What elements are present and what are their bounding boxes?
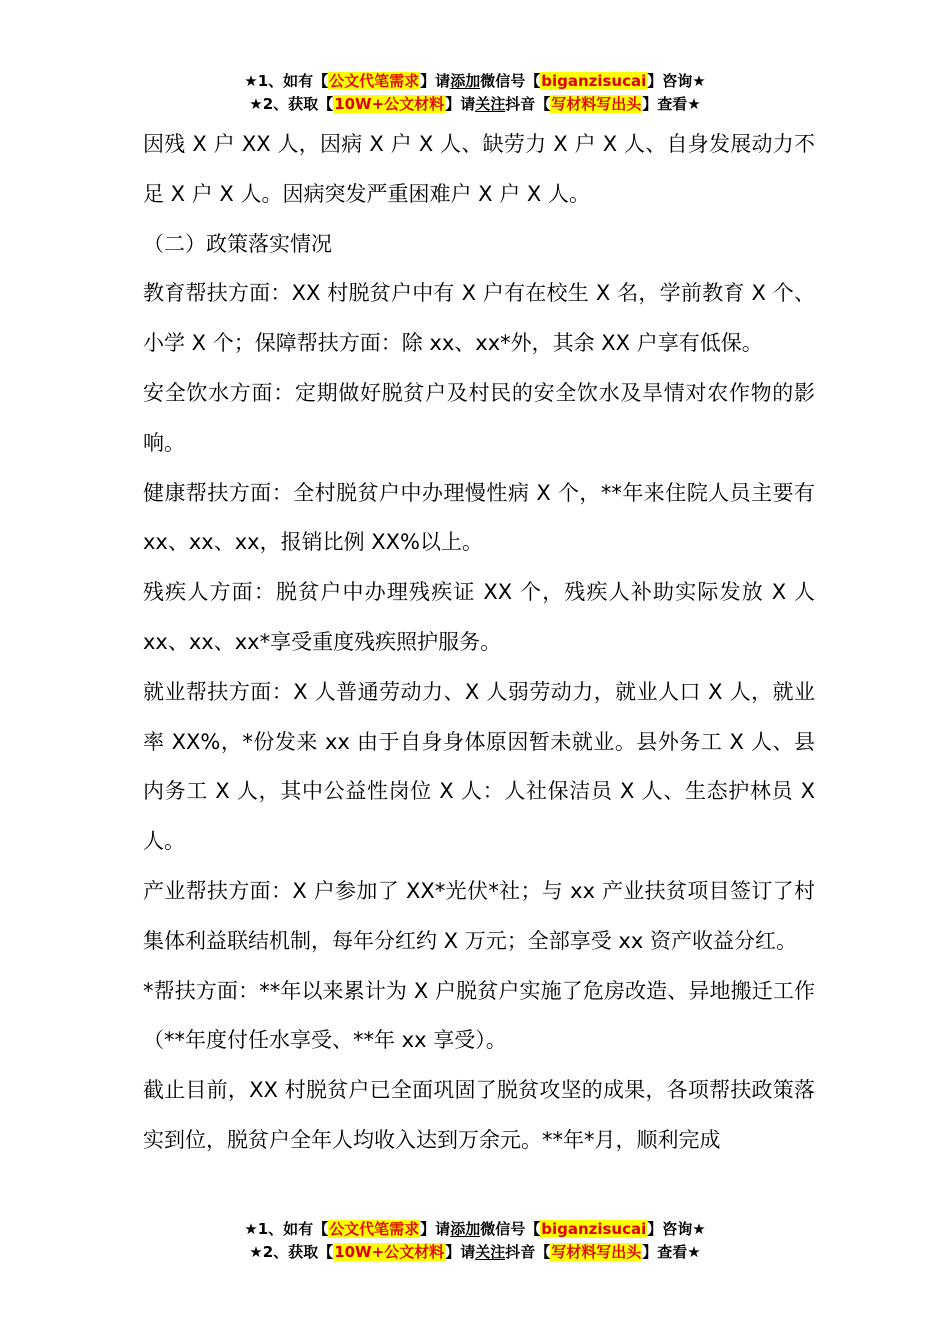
paragraph: 就业帮扶方面：X 人普通劳动力、X 人弱劳动力，就业人口 X 人，就业率 XX%，*份发来 xx 由于自身身体原因暂未就业。县外务工 X 人、县内务工 X 人，其中公益性岗位 X 人：人社保洁员 X 人、生态护林员 X 人。 bbox=[143, 679, 815, 854]
banner-line-1: ★1、如有【公文代笔需求】请添加微信号【biganzisucai】咨询★ bbox=[244, 1220, 706, 1238]
paragraph: 安全饮水方面：定期做好脱贫户及村民的安全饮水及旱情对农作物的影响。 bbox=[143, 380, 815, 455]
highlight-service: 公文代笔需求 bbox=[329, 72, 420, 90]
paragraph: 残疾人方面：脱贫户中办理残疾证 XX 个，残疾人补助实际发放 X 人 xx、xx、xx*享受重度残疾照护服务。 bbox=[143, 580, 815, 654]
document-body bbox=[143, 120, 815, 1166]
paragraph: 教育帮扶方面：XX 村脱贫户中有 X 户有在校生 X 名，学前教育 X 个、小学 X 个；保障帮扶方面：除 xx、xx*外，其余 XX 户享有低保。 bbox=[143, 281, 815, 356]
underlined-follow: 关注 bbox=[475, 1243, 506, 1261]
underlined-add: 添加 bbox=[450, 1220, 481, 1238]
banner-line-1: ★1、如有【公文代笔需求】请添加微信号【biganzisucai】咨询★ bbox=[244, 72, 706, 90]
highlight-wechat-id: biganzisucai bbox=[541, 1220, 647, 1238]
highlight-materials: 10W+公文材料 bbox=[334, 1243, 445, 1261]
banner-line-2: ★2、获取【10W+公文材料】请关注抖音【写材料写出头】查看★ bbox=[249, 95, 701, 113]
highlight-douyin: 写材料写出头 bbox=[551, 1243, 642, 1261]
top-banner bbox=[0, 70, 950, 116]
bottom-banner bbox=[0, 1218, 950, 1264]
banner-line-2: ★2、获取【10W+公文材料】请关注抖音【写材料写出头】查看★ bbox=[249, 1243, 701, 1261]
paragraph: 因残 X 户 XX 人，因病 X 户 X 人、缺劳力 X 户 X 人、自身发展动力不足 X 户 X 人。因病突发严重困难户 X 户 X 人。 bbox=[143, 132, 815, 206]
section-heading: （二）政策落实情况 bbox=[143, 231, 332, 256]
underlined-add: 添加 bbox=[450, 72, 481, 90]
paragraph: 健康帮扶方面：全村脱贫户中办理慢性病 X 个，**年来住院人员主要有 xx、xx、xx，报销比例 XX%以上。 bbox=[143, 480, 815, 555]
paragraph: *帮扶方面：**年以来累计为 X 户脱贫户实施了危房改造、异地搬迁工作（**年度付任水享受、**年 xx 享受）。 bbox=[143, 978, 815, 1053]
underlined-follow: 关注 bbox=[475, 95, 506, 113]
highlight-materials: 10W+公文材料 bbox=[334, 95, 445, 113]
paragraph: 截止目前，XX 村脱贫户已全面巩固了脱贫攻坚的成果，各项帮扶政策落实到位，脱贫户全年人均收入达到万余元。**年*月，顺利完成 bbox=[143, 1078, 815, 1152]
highlight-service: 公文代笔需求 bbox=[329, 1220, 420, 1238]
highlight-wechat-id: biganzisucai bbox=[541, 72, 647, 90]
paragraph: 产业帮扶方面：X 户参加了 XX*光伏*社；与 xx 产业扶贫项目签订了村集体利益联结机制，每年分红约 X 万元；全部享受 xx 资产收益分红。 bbox=[143, 878, 815, 953]
highlight-douyin: 写材料写出头 bbox=[551, 95, 642, 113]
